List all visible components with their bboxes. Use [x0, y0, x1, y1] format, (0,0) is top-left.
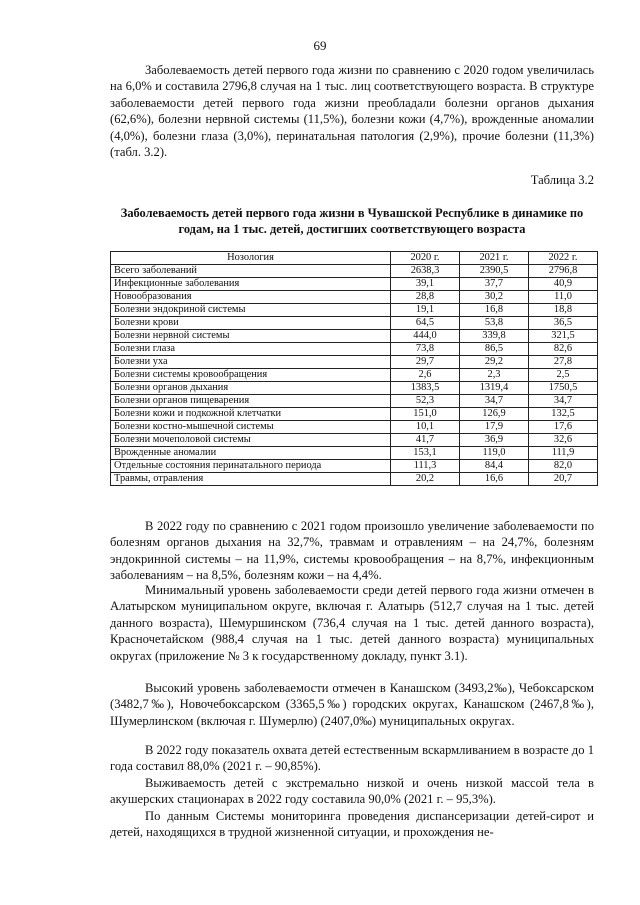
table-header-row — [111, 252, 598, 265]
table-label: Таблица 3.2 — [530, 173, 594, 187]
cell-2020: 52,3 — [391, 395, 460, 408]
cell-2022: 321,5 — [529, 330, 598, 343]
cell-2020: 2,6 — [391, 369, 460, 382]
cell-2020: 39,1 — [391, 278, 460, 291]
cell-2020: 151,0 — [391, 408, 460, 421]
cell-2022: 20,7 — [529, 473, 598, 486]
cell-nosology: Отдельные состояния перинатального периода — [111, 460, 391, 473]
table-row — [111, 434, 598, 447]
cell-2022: 2,5 — [529, 369, 598, 382]
paragraph-survival: Выживаемость детей с экстремально низкой и очень низкой массой тела в акушерских стационарах в 2022 году составила 90,0% (2021 г. – 95,3%). — [110, 776, 594, 807]
cell-nosology: Болезни глаза — [111, 343, 391, 356]
cell-2020: 10,1 — [391, 421, 460, 434]
cell-2022: 111,9 — [529, 447, 598, 460]
table-row — [111, 447, 598, 460]
table-row — [111, 460, 598, 473]
table-row — [111, 473, 598, 486]
table-row — [111, 356, 598, 369]
cell-2022: 82,6 — [529, 343, 598, 356]
table-row — [111, 330, 598, 343]
cell-2020: 73,8 — [391, 343, 460, 356]
cell-2021: 84,4 — [460, 460, 529, 473]
cell-2020: 2638,3 — [391, 265, 460, 278]
cell-2020: 444,0 — [391, 330, 460, 343]
intro-paragraph: Заболеваемость детей первого года жизни по сравнению с 2020 годом увеличилась на 6,0% и составила 2796,8 случая на 1 тыс. лиц соответствующего возраста. В структуре заболеваемости детей первого года жизни преобладали болезни органов дыхания (62,6%), болезни нервной системы (11,5%), болезни кожи (4,7%), врожденные аномалии (4,0%), болезни глаза (3,0%), перинатальная патология (2,9%), прочие болезни (11,3%) (табл. 3.2). — [110, 63, 594, 160]
cell-2021: 119,0 — [460, 447, 529, 460]
paragraph-growth: В 2022 году по сравнению с 2021 годом произошло увеличение заболеваемости по болезням органов дыхания на 32,7%, травмам и отравлениям – на 24,7%, болезням эндокринной системы – на 11,9%, системы кровообращения – на 8,7%, инфекционным заболеваниям – на 8,5%, болезням кожи – на 4,4%. — [110, 519, 594, 583]
paragraph-monitoring: По данным Системы мониторинга проведения диспансеризации детей-сирот и детей, находящихся в трудной жизненной ситуации, и прохождения не- — [110, 809, 594, 840]
page-number: 69 — [313, 38, 327, 53]
cell-2022: 82,0 — [529, 460, 598, 473]
cell-nosology: Новообразования — [111, 291, 391, 304]
cell-2020: 41,7 — [391, 434, 460, 447]
cell-2021: 16,6 — [460, 473, 529, 486]
cell-2020: 64,5 — [391, 317, 460, 330]
cell-2020: 1383,5 — [391, 382, 460, 395]
table-row — [111, 317, 598, 330]
table-title: Заболеваемость детей первого года жизни в Чувашской Республике в динамике по годам, на 1 тыс. детей, достигших соответствующего возраста — [120, 206, 584, 236]
cell-2021: 2,3 — [460, 369, 529, 382]
cell-2021: 30,2 — [460, 291, 529, 304]
cell-2020: 29,7 — [391, 356, 460, 369]
cell-nosology: Болезни кожи и подкожной клетчатки — [111, 408, 391, 421]
header-nosology: Нозология — [111, 252, 391, 265]
cell-nosology: Травмы, отравления — [111, 473, 391, 486]
table-row — [111, 343, 598, 356]
cell-2021: 53,8 — [460, 317, 529, 330]
cell-2021: 1319,4 — [460, 382, 529, 395]
paragraph-minimum: Минимальный уровень заболеваемости среди детей первого года жизни отмечен в Алатырском муниципальном округе, включая г. Алатырь (512,7 случая на 1 тыс. детей данного возраста), Шемуршинском (736,4 случая на 1 тыс. детей данного возраста), Красночетайском (988,4 случая на 1 тыс. детей данного возраста) муниципальных округах (приложение № 3 к государственному докладу, пункт 3.1). — [110, 583, 594, 663]
cell-2020: 20,2 — [391, 473, 460, 486]
cell-nosology: Болезни эндокриной системы — [111, 304, 391, 317]
cell-2021: 2390,5 — [460, 265, 529, 278]
cell-2022: 2796,8 — [529, 265, 598, 278]
cell-nosology: Болезни уха — [111, 356, 391, 369]
cell-2022: 18,8 — [529, 304, 598, 317]
table-row — [111, 304, 598, 317]
table-row — [111, 278, 598, 291]
cell-nosology: Болезни крови — [111, 317, 391, 330]
cell-nosology: Болезни системы кровообращения — [111, 369, 391, 382]
header-2022: 2022 г. — [529, 252, 598, 265]
cell-2022: 27,8 — [529, 356, 598, 369]
paragraph-high: Высокий уровень заболеваемости отмечен в Канашском (3493,2‰), Чебоксарском (3482,7‰), Новочебоксарском (3365,5‰) городских округах, Канашском (2467,8‰), Шумерлинском (включая г. Шумерлю) (2407,0‰) муниципальных округах. — [110, 681, 594, 728]
table-row — [111, 291, 598, 304]
cell-2020: 19,1 — [391, 304, 460, 317]
cell-2022: 17,6 — [529, 421, 598, 434]
cell-nosology: Врожденные аномалии — [111, 447, 391, 460]
header-2021: 2021 г. — [460, 252, 529, 265]
table-row — [111, 265, 598, 278]
cell-2021: 36,9 — [460, 434, 529, 447]
cell-2022: 132,5 — [529, 408, 598, 421]
cell-2021: 86,5 — [460, 343, 529, 356]
cell-nosology: Болезни костно-мышечной системы — [111, 421, 391, 434]
cell-2021: 17,9 — [460, 421, 529, 434]
cell-2020: 153,1 — [391, 447, 460, 460]
cell-2021: 29,2 — [460, 356, 529, 369]
cell-nosology: Всего заболеваний — [111, 265, 391, 278]
cell-nosology: Болезни органов пищеварения — [111, 395, 391, 408]
cell-2022: 1750,5 — [529, 382, 598, 395]
cell-2020: 28,8 — [391, 291, 460, 304]
cell-nosology: Болезни нервной системы — [111, 330, 391, 343]
cell-2021: 339,8 — [460, 330, 529, 343]
table-row — [111, 421, 598, 434]
cell-2021: 34,7 — [460, 395, 529, 408]
table-row — [111, 408, 598, 421]
table-row — [111, 382, 598, 395]
cell-2021: 16,8 — [460, 304, 529, 317]
cell-2022: 32,6 — [529, 434, 598, 447]
cell-nosology: Инфекционные заболевания — [111, 278, 391, 291]
cell-2021: 37,7 — [460, 278, 529, 291]
cell-2022: 34,7 — [529, 395, 598, 408]
morbidity-table — [110, 251, 598, 486]
header-2020: 2020 г. — [391, 252, 460, 265]
paragraph-breastfeeding: В 2022 году показатель охвата детей естественным вскармливанием в возрасте до 1 года составил 88,0% (2021 г. – 90,85%). — [110, 743, 594, 774]
cell-2022: 36,5 — [529, 317, 598, 330]
table-row — [111, 395, 598, 408]
cell-nosology: Болезни мочеполовой системы — [111, 434, 391, 447]
table-row — [111, 369, 598, 382]
cell-2020: 111,3 — [391, 460, 460, 473]
cell-2022: 11,0 — [529, 291, 598, 304]
cell-nosology: Болезни органов дыхания — [111, 382, 391, 395]
cell-2021: 126,9 — [460, 408, 529, 421]
cell-2022: 40,9 — [529, 278, 598, 291]
